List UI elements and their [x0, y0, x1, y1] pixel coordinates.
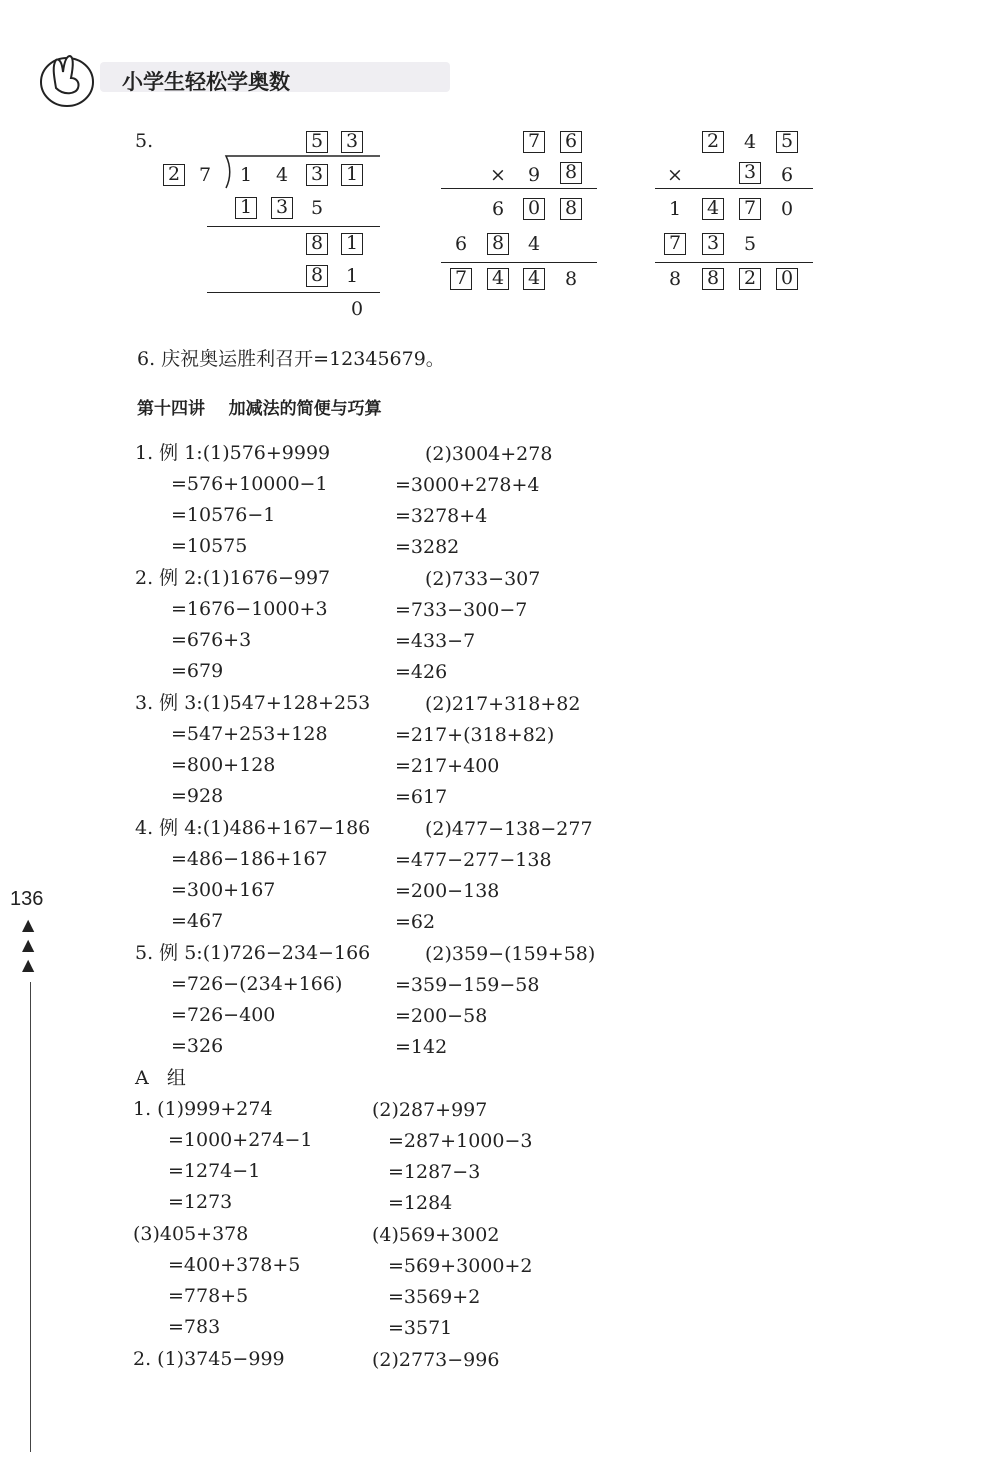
q6-answer: 6. 庆祝奥运胜利召开=12345679。 [137, 348, 445, 370]
digit-box: 4 [487, 268, 509, 290]
exercise-line: =1273 [168, 1191, 233, 1213]
digit: 9 [527, 164, 541, 186]
example-line: =477−277−138 [395, 849, 552, 871]
exercise-line: =569+3000+2 [388, 1255, 533, 1277]
exercise-line: 1. (1)999+274 [133, 1098, 273, 1120]
example-line: 4. 例 4:(1)486+167−186 [135, 817, 371, 839]
division-line [207, 292, 380, 293]
example-line: =576+10000−1 [171, 473, 328, 495]
digit-box: 0 [776, 268, 798, 290]
digit-box: 3 [341, 131, 363, 153]
example-line: =547+253+128 [171, 723, 328, 745]
example-line: =3278+4 [395, 505, 488, 527]
example-line: 3. 例 3:(1)547+128+253 [135, 692, 371, 714]
example-line: =733−300−7 [395, 599, 528, 621]
digit: 4 [275, 164, 289, 186]
example-line: =433−7 [395, 630, 476, 652]
example-line: =217+400 [395, 755, 500, 777]
exercise-line: =783 [168, 1316, 221, 1338]
times-sign: × [490, 164, 506, 186]
q5-label: 5. [135, 130, 154, 152]
digit: 7 [198, 164, 212, 186]
triangle-icon: ▲ [22, 955, 35, 974]
example-line: =142 [395, 1036, 448, 1058]
digit: 1 [345, 265, 359, 287]
digit: 1 [239, 164, 253, 186]
digit-box: 6 [560, 131, 582, 153]
digit-box: 8 [487, 233, 509, 255]
example-line: =426 [395, 661, 448, 683]
header-title: 小学生轻松学奥数 [122, 70, 290, 94]
digit-box: 3 [739, 162, 761, 184]
digit-box: 4 [702, 198, 724, 220]
example-line: (2)359−(159+58) [425, 943, 596, 965]
digit-box: 8 [306, 233, 328, 255]
example-line: =3282 [395, 536, 460, 558]
page-triangles [22, 915, 42, 975]
example-line: (2)733−307 [425, 568, 541, 590]
triangle-icon: ▲ [22, 915, 35, 934]
digit-box: 3 [271, 197, 293, 219]
example-line: (2)3004+278 [425, 443, 553, 465]
example-line: 1. 例 1:(1)576+9999 [135, 442, 331, 464]
example-line: =1676−1000+3 [171, 598, 328, 620]
margin-line [30, 982, 31, 1452]
exercise-line: =1284 [388, 1192, 453, 1214]
exercise-line: 2. (1)3745−999 [133, 1348, 285, 1370]
group-label: A 组 [135, 1067, 186, 1089]
exercise-line: (4)569+3002 [372, 1224, 500, 1246]
digit-box: 8 [306, 265, 328, 287]
digit: 5 [310, 197, 324, 219]
digit: 6 [491, 198, 505, 220]
digit-box: 7 [664, 233, 686, 255]
example-line: 2. 例 2:(1)1676−997 [135, 567, 331, 589]
digit-box: 3 [702, 233, 724, 255]
example-line: =3000+278+4 [395, 474, 540, 496]
digit-box: 7 [450, 268, 472, 290]
example-line: =800+128 [171, 754, 276, 776]
exercise-line: =287+1000−3 [388, 1130, 533, 1152]
example-line: =217+(318+82) [395, 724, 555, 746]
exercise-line: =3569+2 [388, 1286, 481, 1308]
example-line: =617 [395, 786, 448, 808]
digit: 5 [743, 233, 757, 255]
digit-box: 1 [235, 197, 257, 219]
exercise-line: (2)287+997 [372, 1099, 488, 1121]
digit-box: 8 [560, 162, 582, 184]
page-number: 136 [10, 888, 44, 910]
multiply-line [441, 188, 597, 189]
example-line: =300+167 [171, 879, 276, 901]
multiply-line [655, 188, 813, 189]
digit-box: 2 [739, 268, 761, 290]
example-line: =62 [395, 911, 436, 933]
exercise-line: =3571 [388, 1317, 453, 1339]
example-line: (2)477−138−277 [425, 818, 593, 840]
digit-box: 7 [739, 198, 761, 220]
example-line: =326 [171, 1035, 224, 1057]
exercise-line: =400+378+5 [168, 1254, 301, 1276]
example-line: =200−138 [395, 880, 500, 902]
example-line: =726−(234+166) [171, 973, 343, 995]
example-line: =10575 [171, 535, 248, 557]
digit: 4 [527, 233, 541, 255]
digit-box: 5 [776, 131, 798, 153]
digit-box: 1 [341, 164, 363, 186]
example-line: =359−159−58 [395, 974, 540, 996]
digit: 6 [780, 164, 794, 186]
digit-box: 8 [560, 198, 582, 220]
digit-box: 4 [523, 268, 545, 290]
example-line: =679 [171, 660, 224, 682]
example-line: =676+3 [171, 629, 252, 651]
exercise-line: =778+5 [168, 1285, 249, 1307]
digit-box: 7 [523, 131, 545, 153]
example-line: 5. 例 5:(1)726−234−166 [135, 942, 371, 964]
example-line: (2)217+318+82 [425, 693, 581, 715]
digit-box: 0 [523, 198, 545, 220]
division-line [207, 226, 380, 227]
digit: 8 [668, 268, 682, 290]
triangle-icon: ▲ [22, 935, 35, 954]
digit: 8 [564, 268, 578, 290]
digit-box: 2 [702, 131, 724, 153]
multiply-line [655, 262, 813, 263]
digit: 6 [454, 233, 468, 255]
digit: 0 [780, 198, 794, 220]
digit: 1 [668, 198, 682, 220]
times-sign: × [667, 164, 683, 186]
example-line: =10576−1 [171, 504, 276, 526]
exercise-line: (2)2773−996 [372, 1349, 500, 1371]
victory-hand-icon [36, 48, 98, 110]
multiply-line [441, 262, 597, 263]
digit-box: 5 [306, 131, 328, 153]
example-line: =200−58 [395, 1005, 488, 1027]
exercise-line: =1000+274−1 [168, 1129, 313, 1151]
digit-box: 8 [702, 268, 724, 290]
exercise-line: =1287−3 [388, 1161, 481, 1183]
digit-box: 2 [163, 164, 185, 186]
digit: 0 [350, 298, 364, 320]
header [30, 40, 450, 110]
example-line: =486−186+167 [171, 848, 328, 870]
example-line: =726−400 [171, 1004, 276, 1026]
exercise-line: =1274−1 [168, 1160, 261, 1182]
exercise-line: (3)405+378 [133, 1223, 249, 1245]
section-title: 第十四讲 加减法的简便与巧算 [137, 399, 382, 419]
digit-box: 1 [341, 233, 363, 255]
example-line: =928 [171, 785, 224, 807]
example-line: =467 [171, 910, 224, 932]
digit: 4 [743, 131, 757, 153]
digit-box: 3 [306, 164, 328, 186]
